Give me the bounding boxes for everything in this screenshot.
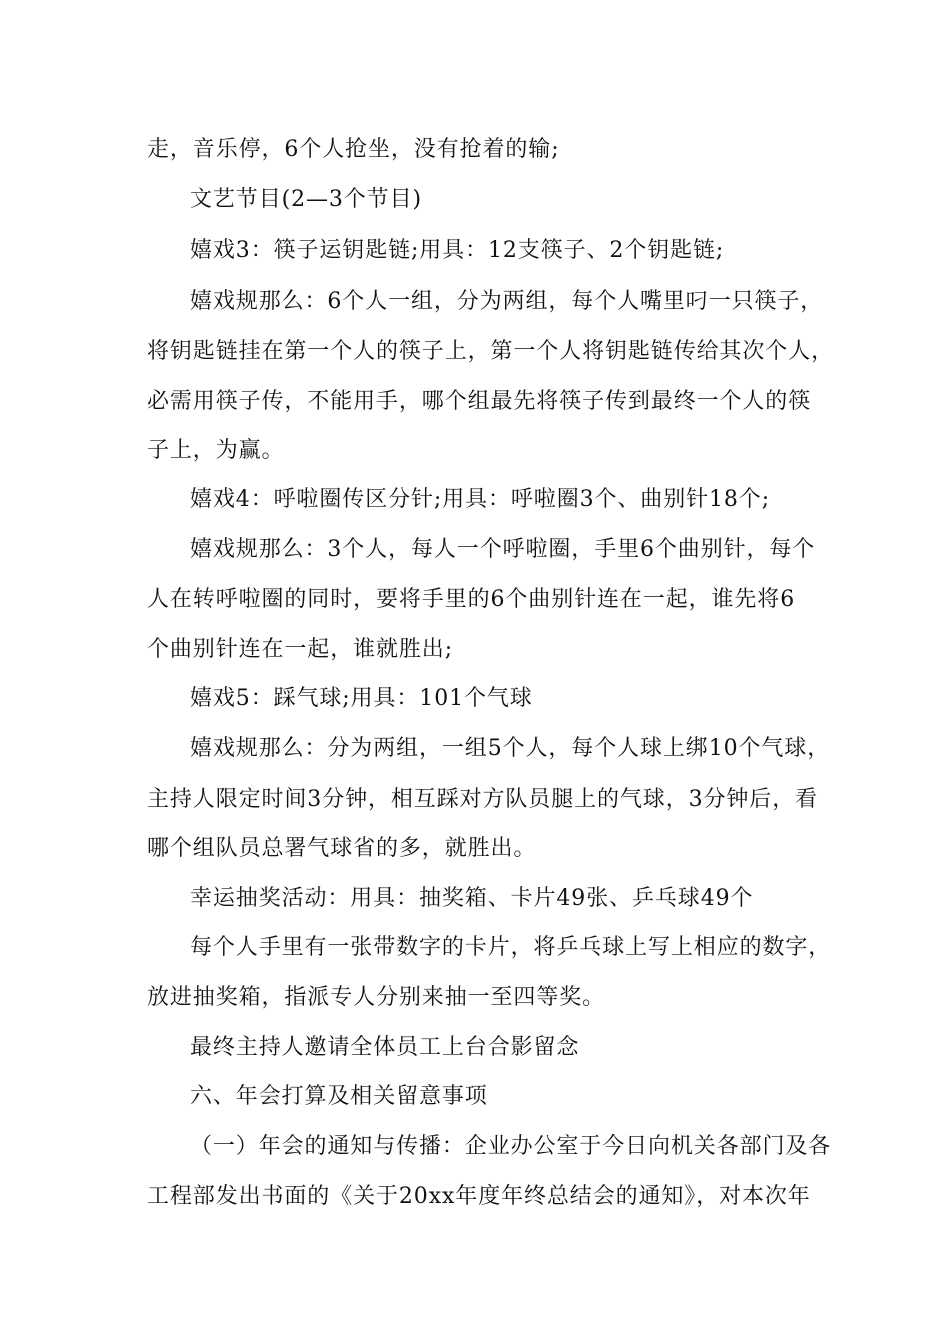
paragraph-line: 工程部发出书面的《关于20xx年度年终总结会的通知》，对本次年	[147, 1184, 811, 1209]
paragraph-line: 人在转呼啦圈的同时，要将手里的6个曲别针连在一起，谁先将6	[147, 587, 796, 612]
section-heading: 文艺节目(2—3个节目)	[190, 187, 422, 212]
paragraph-line: 走，音乐停，6个人抢坐，没有抢着的输;	[147, 137, 560, 162]
game-4-title: 嬉戏4：呼啦圈传区分针;用具：呼啦圈3个、曲别针18个;	[190, 487, 771, 512]
section-heading: 六、年会打算及相关留意事项	[190, 1084, 488, 1109]
paragraph-line: 哪个组队员总署气球省的多，就胜出。	[147, 836, 537, 861]
paragraph-line: 嬉戏规那么：3个人，每人一个呼啦圈，手里6个曲别针，每个	[190, 537, 816, 562]
paragraph-line: 子上，为赢。	[147, 438, 285, 463]
paragraph-line: （一）年会的通知与传播：企业办公室于今日向机关各部门及各	[190, 1134, 832, 1159]
game-5-title: 嬉戏5：踩气球;用具：101个气球	[190, 686, 533, 711]
paragraph-line: 嬉戏规那么：分为两组，一组5个人，每个人球上绑10个气球，	[190, 736, 831, 761]
paragraph-line: 必需用筷子传，不能用手，哪个组最先将筷子传到最终一个人的筷	[147, 389, 812, 414]
paragraph-line: 主持人限定时间3分钟，相互踩对方队员腿上的气球，3分钟后，看	[147, 787, 818, 812]
paragraph-line: 放进抽奖箱，指派专人分别来抽一至四等奖。	[147, 985, 606, 1010]
lottery-title: 幸运抽奖活动：用具：抽奖箱、卡片49张、乒乓球49个	[190, 886, 754, 911]
paragraph-line: 将钥匙链挂在第一个人的筷子上，第一个人将钥匙链传给其次个人，	[147, 339, 835, 364]
paragraph-line: 最终主持人邀请全体员工上台合影留念	[190, 1035, 580, 1060]
paragraph-line: 每个人手里有一张带数字的卡片，将乒乓球上写上相应的数字，	[190, 935, 832, 960]
paragraph-line: 嬉戏规那么：6个人一组，分为两组，每个人嘴里叼一只筷子，	[190, 289, 824, 314]
game-3-title: 嬉戏3：筷子运钥匙链;用具：12支筷子、2个钥匙链;	[190, 238, 725, 263]
paragraph-line: 个曲别针连在一起，谁就胜出;	[147, 637, 454, 662]
